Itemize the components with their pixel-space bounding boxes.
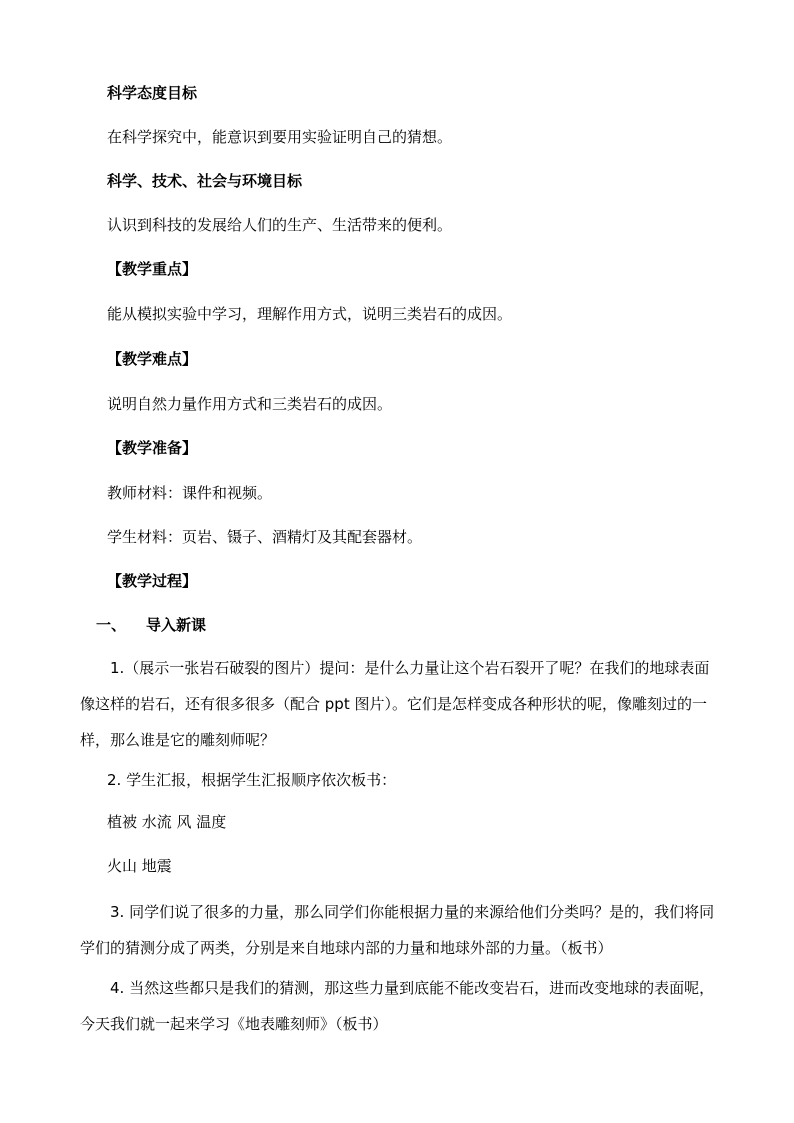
key-points-paragraph: 能从模拟实验中学习，理解作用方式，说明三类岩石的成因。 <box>107 305 513 323</box>
difficult-points-paragraph: 说明自然力量作用方式和三类岩石的成因。 <box>107 395 393 413</box>
item-one-paragraph: 1.（展示一张岩石破裂的图片）提问：是什么力量让这个岩石裂开了呢？在我们的地球表面像这样的岩石，还有很多很多（配合 ppt 图片）。它们是怎样变成各种形状的呢，像雕刻过的一样，那么谁是它的雕刻师呢？ <box>80 659 710 749</box>
sts-heading: 科学、技术、社会与环境目标 <box>107 172 303 190</box>
attitude-heading: 科学态度目标 <box>107 84 198 102</box>
key-points-heading: 【教学重点】 <box>107 260 198 278</box>
step-one-title: 导入新课 <box>146 616 207 634</box>
student-materials: 学生材料：页岩、镊子、酒精灯及其配套器材。 <box>107 528 423 546</box>
teacher-materials: 教师材料：课件和视频。 <box>107 484 273 502</box>
preparation-heading: 【教学准备】 <box>107 439 198 457</box>
item-two-paragraph: 2. 学生汇报，根据学生汇报顺序依次板书： <box>107 771 397 789</box>
attitude-paragraph: 在科学探究中，能意识到要用实验证明自己的猜想。 <box>107 128 453 146</box>
step-one-marker: 一、 <box>96 616 127 634</box>
difficult-points-heading: 【教学难点】 <box>107 350 198 368</box>
item-four-paragraph: 4. 当然这些都只是我们的猜测，那这些力量到底能不能改变岩石，进而改变地球的表面呢，今天我们就一起来学习《地表雕刻师》（板书） <box>80 979 715 1033</box>
process-heading: 【教学过程】 <box>107 572 198 590</box>
sts-paragraph: 认识到科技的发展给人们的生产、生活带来的便利。 <box>107 216 453 234</box>
step-one-heading <box>96 615 206 635</box>
item-three-paragraph: 3. 同学们说了很多的力量，那么同学们你能根据力量的来源给他们分类吗？是的，我们将同学们的猜测分成了两类，分别是来自地球内部的力量和地球外部的力量。（板书） <box>80 903 715 957</box>
board-line-one: 植被 水流 风 温度 <box>107 813 227 831</box>
board-line-two: 火山 地震 <box>107 857 172 875</box>
